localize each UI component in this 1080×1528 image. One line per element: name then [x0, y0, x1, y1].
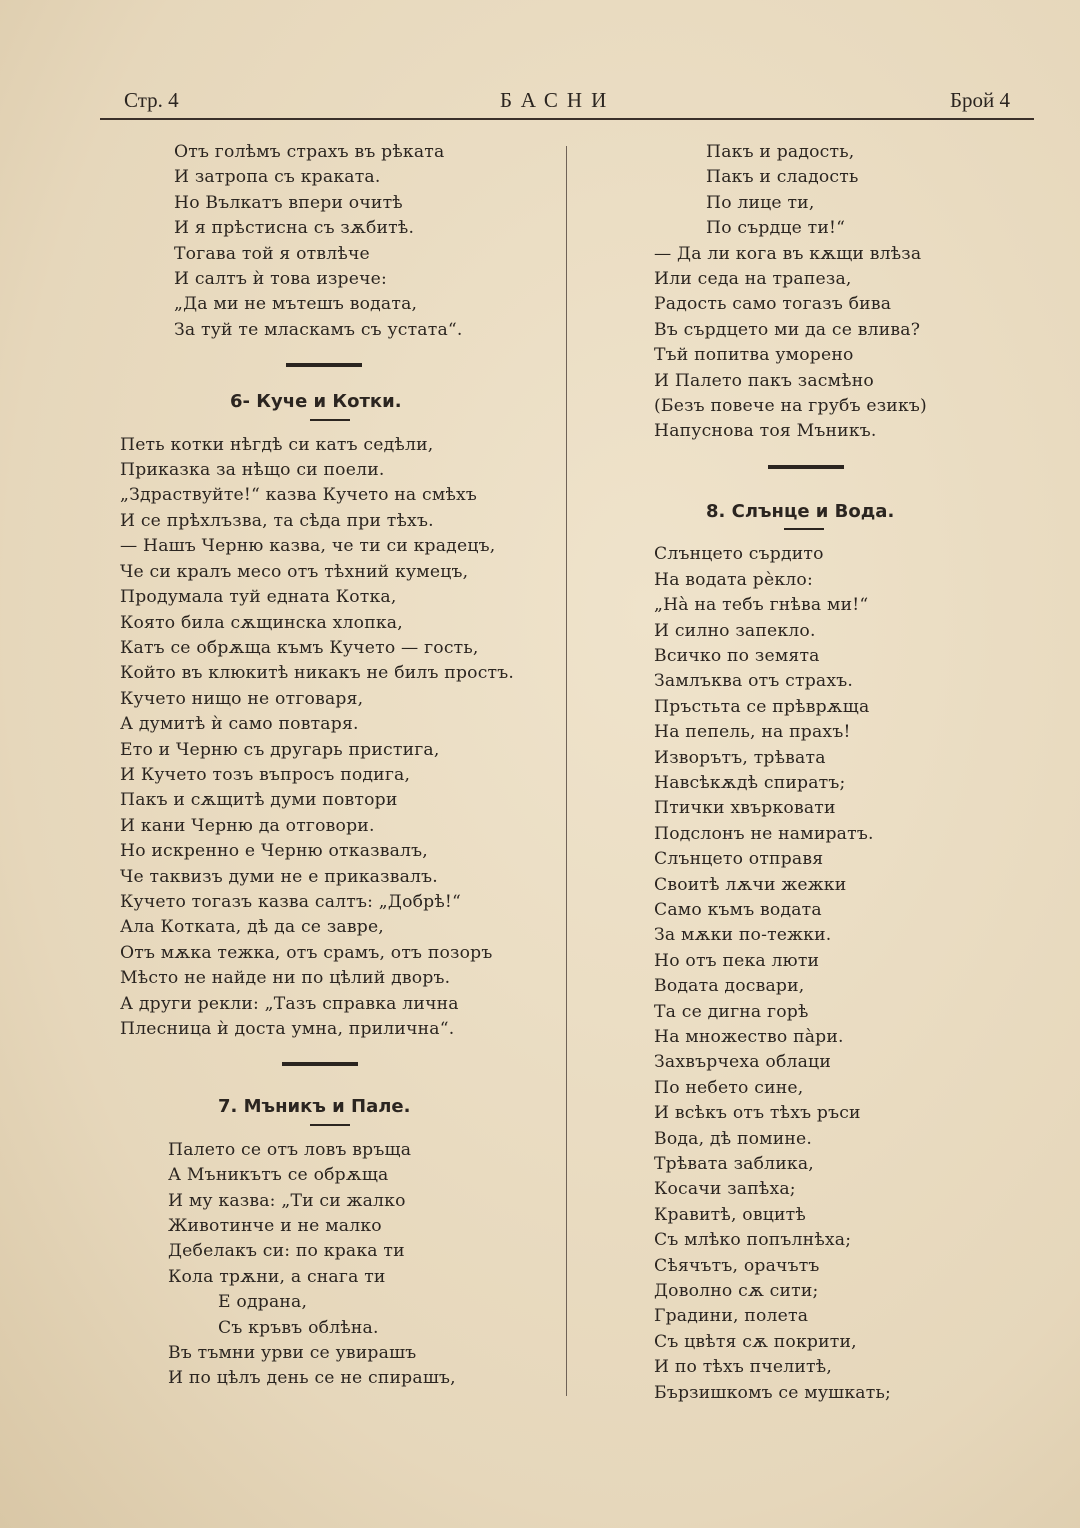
- poem-line: (Безъ повече на грубъ езикъ): [654, 396, 927, 417]
- poem-line: По небето сине,: [654, 1077, 804, 1098]
- poem-line: Кола трѫни, а снага ти: [168, 1266, 386, 1287]
- poem-line: На водата рѐкло:: [654, 569, 813, 590]
- poem-line: Доволно сѫ сити;: [654, 1281, 819, 1302]
- poem-continuation: [654, 140, 1024, 445]
- poem-line: Че си кралъ месо отъ тѣхний кумецъ,: [120, 561, 469, 582]
- poem-line: По сърдце ти!“: [706, 218, 846, 239]
- poem-line: Водата досвари,: [654, 976, 805, 997]
- poem-line: Слънцето сърдито: [654, 544, 824, 565]
- poem-line: Трѣвата заблика,: [654, 1154, 814, 1175]
- poem-line: И по цѣлъ день се не спирашъ,: [168, 1368, 456, 1389]
- poem-line: Плесница ѝ доста умна, прилична“.: [120, 1019, 455, 1039]
- poem-line: Отъ мѫка тежка, отъ срамъ, отъ позоръ: [120, 942, 493, 963]
- poem-line: Петь котки нѣгдѣ си катъ седѣли,: [120, 434, 434, 455]
- poem-line: Кучето тогазъ казва салтъ: „Добрѣ!“: [120, 891, 462, 912]
- poem-line: Ето и Черню съ другарь пристига,: [120, 739, 440, 760]
- poem-line: Всичко по земята: [654, 645, 820, 666]
- poem-line: Животинче и не малко: [168, 1216, 382, 1237]
- poem-line: И затропа съ краката.: [174, 167, 381, 188]
- issue-number: Брой 4: [949, 88, 1010, 112]
- poem-line: За мѫки по-тежки.: [654, 925, 832, 946]
- poem-line: За туй те мласкамъ съ устата“.: [174, 319, 463, 340]
- poem-line: И се прѣхлъзва, та сѣда при тѣхъ.: [120, 510, 434, 531]
- poem-line: А думитѣ ѝ само повтаря.: [120, 714, 359, 735]
- poem-line: Приказка за нѣщо си поели.: [120, 460, 385, 481]
- poem-line: Подслонъ не намиратъ.: [654, 823, 874, 844]
- poem-line: А други рекли: „Тазъ справка лична: [120, 993, 459, 1014]
- poem-line: Въ сърдцето ми да се влива?: [654, 319, 921, 340]
- left-column: [120, 140, 550, 1392]
- poem-line: Пакъ и радость,: [706, 142, 855, 162]
- poem-line: А Мъникътъ се обрѫща: [168, 1165, 389, 1186]
- poem-line: Изворътъ, трѣвата: [654, 747, 826, 768]
- poem-line: Бързишкомъ се мушкать;: [654, 1382, 892, 1403]
- poem-line: Пакъ и сѫщитѣ думи повтори: [120, 790, 398, 811]
- right-column: [654, 140, 1024, 1406]
- poem-line: Вода, дѣ помине.: [654, 1128, 813, 1149]
- poem-continuation: [120, 140, 550, 343]
- fable-8-body: [654, 542, 1024, 1406]
- poem-line: Съ млѣко попълнѣха;: [654, 1230, 852, 1251]
- poem-line: Палето се отъ ловъ връща: [168, 1139, 412, 1160]
- title-dash: [784, 528, 824, 530]
- poem-line: И Палето пакъ засмѣно: [654, 370, 874, 391]
- poem-line: „Нà на тебъ гнѣва ми!“: [654, 595, 869, 616]
- poem-line: Само къмъ водата: [654, 899, 822, 920]
- poem-line: Но искренно е Черню отказвалъ,: [120, 841, 428, 862]
- poem-line: Тогава той я отвлѣче: [174, 243, 370, 264]
- header-rule: [100, 118, 1034, 120]
- poem-line: Мѣсто не найде ни по цѣлий дворъ.: [120, 968, 451, 989]
- poem-line: Въ тъмни урви се увирашъ: [168, 1343, 417, 1364]
- poem-line: И кани Черню да отговори.: [120, 815, 375, 836]
- poem-line: Съ кръвъ облѣна.: [218, 1317, 379, 1338]
- poem-line: Дебелакъ си: по крака ти: [168, 1241, 405, 1262]
- poem-line: Напусновa тоя Мъникъ.: [654, 421, 877, 442]
- poem-line: Косачи запѣха;: [654, 1179, 796, 1200]
- poem-line: Кучето нищо не отговаря,: [120, 688, 364, 709]
- poem-line: Но отъ пека люти: [654, 950, 820, 971]
- poem-line: Тъй попитва уморено: [654, 345, 854, 366]
- poem-line: На множество пàри.: [654, 1027, 844, 1047]
- poem-line: Та се дигна горѣ: [654, 1001, 809, 1022]
- poem-line: Ала Котката, дѣ да се завре,: [120, 917, 384, 938]
- poem-line: И силно запекло.: [654, 620, 816, 641]
- poem-line: И всѣкъ отъ тѣхъ ръси: [654, 1103, 861, 1124]
- poem-line: И я прѣстисна съ зѫбитѣ.: [174, 218, 415, 239]
- poem-line: Но Вълкатъ впери очитѣ: [174, 192, 403, 213]
- poem-line: Пакъ и сладость: [706, 167, 859, 188]
- poem-line: Или седа на трапеза,: [654, 269, 852, 290]
- poem-line: „Да ми не мътешъ водата,: [174, 294, 418, 315]
- poem-line: — Нашъ Черню казва, че ти си крадецъ,: [120, 536, 496, 557]
- section-separator: [768, 465, 844, 469]
- poem-line: Е одрана,: [218, 1292, 308, 1313]
- poem-line: Градини, полета: [654, 1306, 809, 1327]
- poem-line: На пепель, на прахъ!: [654, 722, 851, 743]
- column-divider: [566, 146, 567, 1396]
- poem-line: Своитѣ лѫчи жежки: [654, 874, 847, 895]
- page-header: [120, 88, 1016, 118]
- poem-line: Навсѣкѫдѣ спиратъ;: [654, 772, 846, 793]
- fable-7-body: [120, 1138, 550, 1392]
- poem-line: Сѣячътъ, орачътъ: [654, 1255, 820, 1276]
- poem-line: Съ цвѣтя сѫ покрити,: [654, 1331, 857, 1352]
- fable-6-body: [120, 433, 550, 1043]
- poem-line: Който въ клюкитѣ никакъ не билъ простъ.: [120, 663, 515, 684]
- poem-line: Кравитѣ, овцитѣ: [654, 1204, 806, 1225]
- poem-line: Птички хвърковати: [654, 798, 836, 819]
- poem-line: Слънцето отправя: [654, 849, 824, 870]
- poem-line: Която била сѫщинска хлопка,: [120, 612, 403, 633]
- poem-line: Пръстьта се прѣврѫща: [654, 696, 870, 717]
- title-dash: [310, 1124, 350, 1126]
- poem-line: По лице ти,: [706, 192, 815, 213]
- poem-line: И по тѣхъ пчелитѣ,: [654, 1357, 832, 1378]
- fable-8-title: 8. Слънце и Вода.: [706, 500, 895, 522]
- poem-line: И му казва: „Ти си жалко: [168, 1190, 406, 1211]
- poem-line: Катъ се обрѫща къмъ Кучето — гость,: [120, 637, 479, 658]
- fable-6-title: 6- Куче и Котки.: [230, 391, 402, 413]
- poem-line: И салтъ ѝ това изрече:: [174, 269, 388, 290]
- poem-line: Захвърчеха облаци: [654, 1052, 831, 1073]
- poem-line: „Здраствуйте!“ казва Кучето на смѣхъ: [120, 485, 478, 506]
- poem-line: Радость само тогазъ бива: [654, 294, 892, 315]
- page-number: Стр. 4: [124, 88, 179, 112]
- poem-line: И Кучето тозъ въпросъ подига,: [120, 764, 411, 785]
- poem-line: Замлъква отъ страхъ.: [654, 671, 854, 692]
- fable-7-title: 7. Мъникъ и Пале.: [218, 1096, 411, 1118]
- poem-line: Продумала туй едната Котка,: [120, 587, 397, 608]
- section-separator: [286, 363, 362, 367]
- poem-line: — Да ли кога въ кѫщи влѣза: [654, 243, 922, 264]
- section-separator: [282, 1062, 358, 1066]
- title-dash: [310, 419, 350, 421]
- poem-line: Отъ голѣмъ страхъ въ рѣката: [174, 142, 445, 162]
- page-title: БАСНИ: [500, 88, 616, 112]
- poem-line: Че таквизъ думи не е приказвалъ.: [120, 866, 438, 887]
